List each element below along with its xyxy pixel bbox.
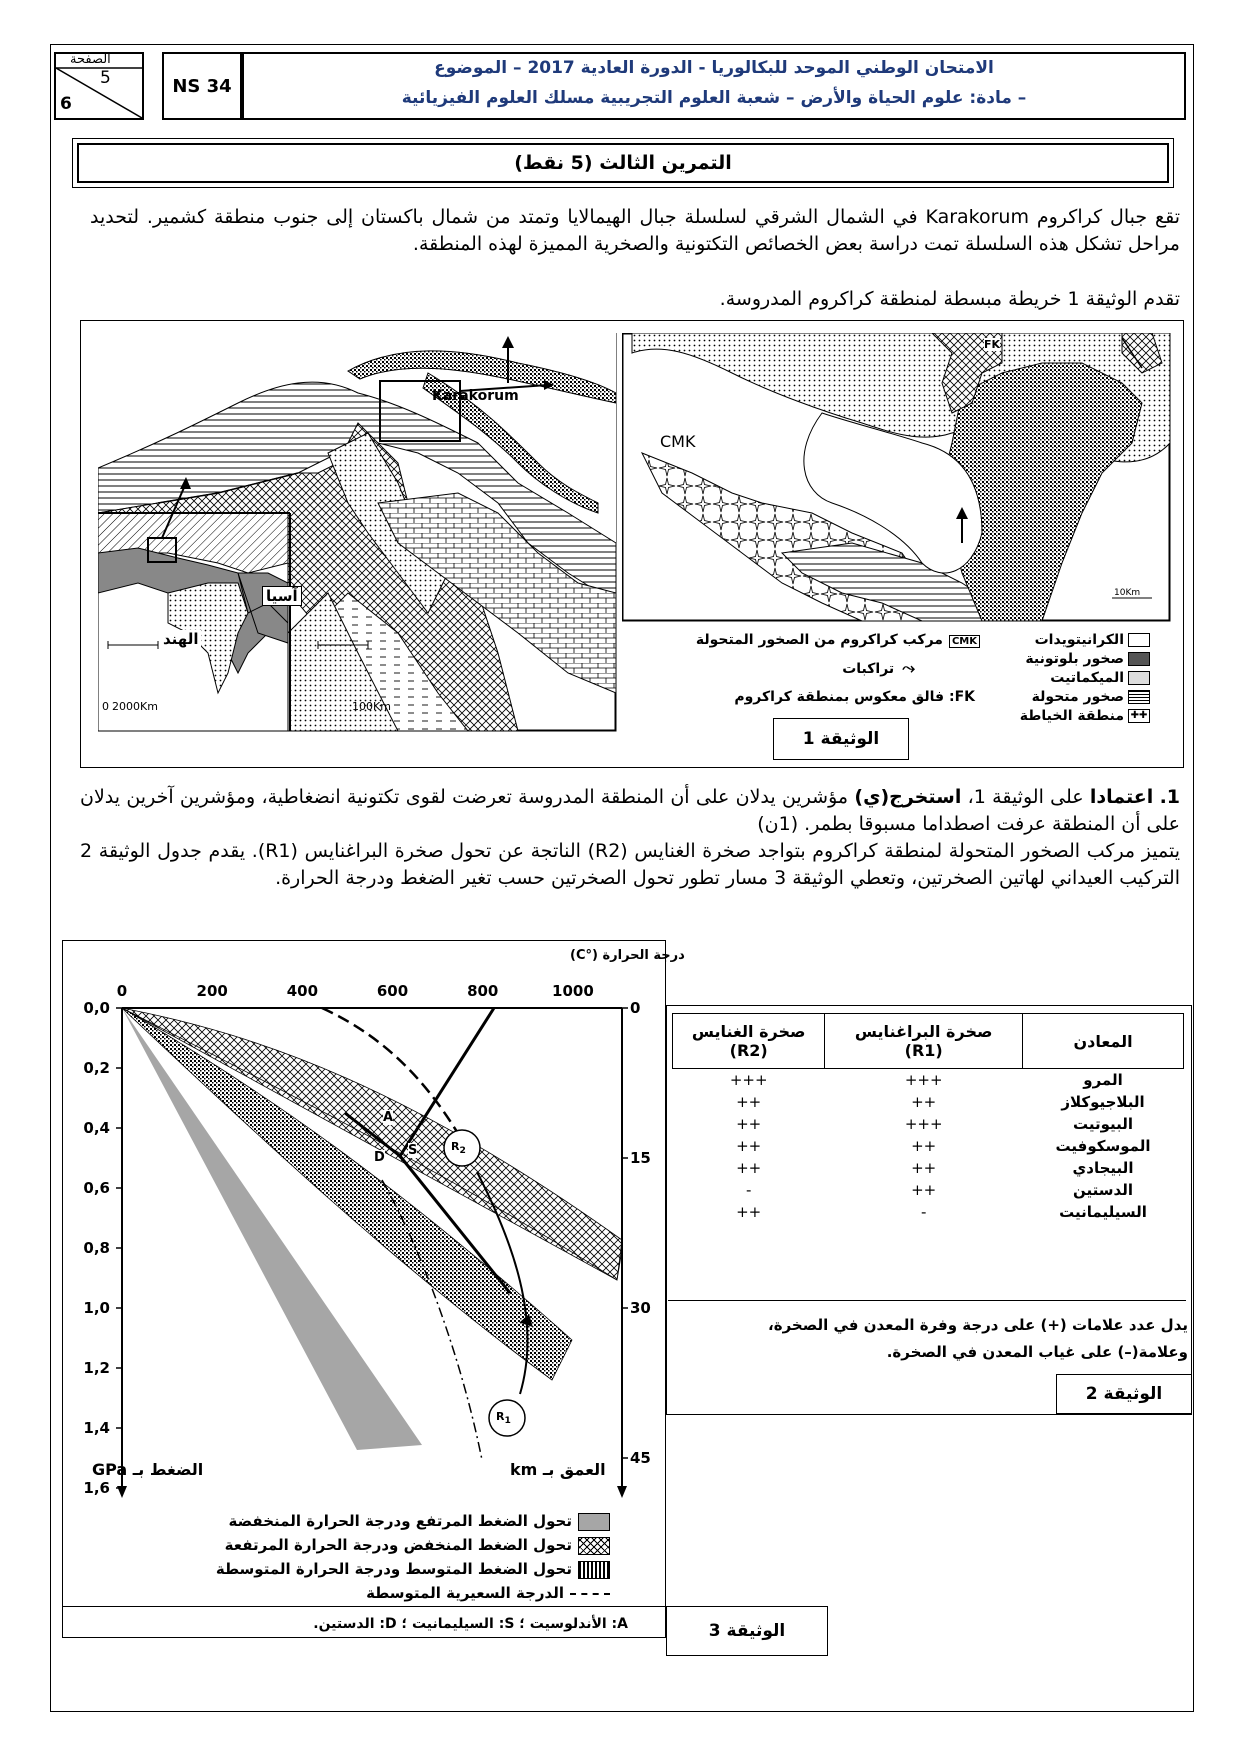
map-scale-zero: 0	[102, 700, 109, 713]
r2-cell: -	[745, 1181, 752, 1199]
legend-suture: ✚✚منطقة الخياطة	[1020, 708, 1150, 724]
map-scale-left: 2000Km	[112, 700, 158, 713]
exam-title-line1: الامتحان الوطني الموحد للبكالوريا - الدورة العادية 2017 – الموضوع	[434, 58, 994, 78]
mineral-cell: السيليمانيت	[1059, 1203, 1147, 1221]
question-1: 1. اعتمادا على الوثيقة 1، استخرج(ي) مؤشرين يدلان على أن المنطقة المدروسة تعرضت لقوى تكتونية انضغاطية، ومؤشرين آخرين يدلان على أن المنطقة عرفت اصطداما مسبوقا بطمر. (1ن)	[80, 786, 1181, 835]
legend-swatch-granitoids	[1128, 633, 1150, 647]
legend-geotherm: الدرجة السعيرية المتوسطة	[366, 1584, 610, 1602]
detail-label-cmk: CMK	[660, 432, 696, 451]
temperature-tick-label: 200	[196, 982, 228, 1000]
temperature-tick-label: 1000	[552, 982, 594, 1000]
intro-doc1-sentence: تقدم الوثيقة 1 خريطة مبسطة لمنطقة كراكروم المدروسة.	[719, 288, 1180, 310]
pressure-tick-label: 1,2	[83, 1359, 110, 1377]
question-1-num: 1.	[1159, 786, 1181, 808]
r1-cell: +++	[904, 1071, 943, 1089]
legend-swatch-plutonic	[1128, 652, 1150, 666]
exercise-title-box	[72, 138, 1174, 188]
karakorum-detail-map	[622, 333, 1172, 623]
col-header-mineral: المعادن	[1023, 1014, 1184, 1069]
col-header-r2: صخرة الغنايس (R2)	[673, 1014, 825, 1069]
legend-plutonic: صخور بلوتونية	[1025, 651, 1150, 667]
legend-mp-mt: تحول الضغط المتوسط ودرجة الحرارة المتوسطة	[216, 1560, 610, 1579]
page-label: الصفحة	[70, 52, 111, 67]
r2-label: $R_2$	[451, 1140, 466, 1157]
r2-cell: ++	[736, 1137, 762, 1155]
mineral-cell: الموسكوفيت	[1055, 1137, 1151, 1155]
table-row	[673, 1201, 1184, 1223]
pressure-tick-label: 0,0	[83, 999, 110, 1017]
depth-tick-label: 0	[630, 999, 641, 1017]
pressure-tick-label: 1,6	[83, 1479, 110, 1497]
table-row	[673, 1069, 1184, 1092]
intro-paragraph: تقع جبال كراكروم Karakorum في الشمال الشرقي لسلسلة جبال الهيمالايا وتمتد من شمال باكستان إلى جنوب منطقة كشمير. لتحديد مراحل تشكل هذه السلسلة تمت دراسة بعض الخصائص التكتونية والصخرية المميزة لهذه المنطقة.	[90, 206, 1180, 255]
map-scale-mid: 100Km	[352, 700, 391, 713]
legend-swatch-mp-mt	[578, 1561, 610, 1579]
r2-cell: ++	[736, 1093, 762, 1111]
doc2-note-2: وعلامة(–) على غياب المعدن في الصخرة.	[886, 1343, 1188, 1361]
depth-tick-label: 45	[630, 1449, 651, 1467]
r1-cell: ++	[911, 1093, 937, 1111]
pressure-tick-label: 0,4	[83, 1119, 110, 1137]
pressure-tick-label: 0,8	[83, 1239, 110, 1257]
mineral-cell: البلاجيوكلاز	[1061, 1093, 1145, 1111]
temperature-tick-label: 400	[286, 982, 319, 1000]
map-label-india: الهند	[160, 630, 201, 648]
table-row	[673, 1113, 1184, 1135]
legend-swatch-geotherm	[570, 1593, 610, 1595]
exam-title-line2: – مادة: علوم الحياة والأرض – شعبة العلوم التجريبية مسلك العلوم الفيزيائية	[401, 88, 1027, 108]
legend-swatch-metamorphic	[1128, 690, 1150, 704]
minerals-table	[672, 1013, 1184, 1223]
doc2-note-1: يدل عدد علامات (+) على درجة وفرة المعدن في الصخرة،	[768, 1316, 1188, 1334]
doc3-footnote: A: الأندلوسيت ؛ S: السيليمانيت ؛ D: الدستين.	[313, 1616, 628, 1632]
r2-cell: ++	[736, 1203, 762, 1221]
detail-label-fk: FK	[984, 338, 1001, 351]
r1-cell: +++	[904, 1115, 943, 1133]
exercise-title: التمرين الثالث (5 نقط)	[77, 143, 1169, 183]
col-header-r1: صخرة البراغنايس (R1)	[825, 1014, 1023, 1069]
document-3-label: الوثيقة 3	[666, 1606, 828, 1656]
temperature-axis-title: درجة الحرارة (°C)	[570, 948, 685, 963]
pressure-tick-label: 0,6	[83, 1179, 110, 1197]
legend-migmatite: الميكماتيت	[1050, 670, 1150, 686]
page-total: 6	[60, 94, 72, 114]
r2-cell: +++	[729, 1071, 768, 1089]
question-1-bold1: اعتمادا	[1089, 786, 1154, 808]
table-bottom-rule	[668, 1300, 1186, 1302]
table-row	[673, 1135, 1184, 1157]
mineral-cell: البيجادي	[1072, 1159, 1134, 1177]
mineral-cell: المرو	[1083, 1071, 1123, 1089]
pressure-tick-label: 1,0	[83, 1299, 110, 1317]
legend-thrust: ⤳تراكبات	[842, 658, 915, 677]
page-number-box	[54, 52, 144, 120]
r1-cell: -	[920, 1203, 927, 1221]
code-box	[162, 52, 242, 120]
karakorum-regional-map	[98, 333, 618, 733]
intro-docs-2-3: يتميز مركب الصخور المتحولة لمنطقة كراكروم بتواجد صخرة الغنايس (R2) الناتجة عن تحول صخرة البراغنايس (R1). يقدم جدول الوثيقة 2 التركيب العيداني لهاتين الصخرتين، وتعطي الوثيقة 3 مسار تطور تحول الصخرتين حسب تغير الضغط ودرجة الحرارة.	[80, 840, 1180, 889]
exam-title-box	[242, 52, 1186, 120]
table-row	[673, 1091, 1184, 1113]
r1-cell: ++	[911, 1181, 937, 1199]
label-s: S	[408, 1143, 418, 1158]
label-a: A	[383, 1110, 394, 1125]
question-1-bold2: استخرج(ي)	[854, 786, 962, 808]
r1-cell: ++	[911, 1159, 937, 1177]
page-num: 5	[100, 68, 111, 88]
temperature-tick-label: 600	[376, 982, 409, 1000]
map-label-asia: آسيا	[262, 586, 302, 606]
r1-cell: ++	[911, 1137, 937, 1155]
legend-lp-ht: تحول الضغط المنخفض ودرجة الحرارة المرتفعة	[225, 1536, 610, 1555]
temperature-tick-label: 800	[467, 982, 499, 1000]
legend-swatch-migmatite	[1128, 671, 1150, 685]
document-2-label: الوثيقة 2	[1056, 1374, 1192, 1414]
map-label-karakorum: Karakorum	[432, 388, 519, 404]
depth-tick-label: 30	[630, 1299, 651, 1317]
pressure-axis-title: الضغط بـ GPa	[92, 1460, 204, 1479]
legend-swatch-hp-lt	[578, 1513, 610, 1531]
depth-axis-title: العمق بـ km	[510, 1460, 606, 1479]
r2-cell: ++	[736, 1115, 762, 1133]
label-d: D	[374, 1150, 385, 1165]
legend-metamorphic: صخور متحولة	[1032, 689, 1150, 705]
table-row	[673, 1157, 1184, 1179]
r1-label: $R_1$	[496, 1410, 511, 1427]
detail-scale: 10Km	[1114, 588, 1141, 598]
temperature-tick-label: 0	[116, 982, 128, 1000]
minerals-table-body	[673, 1069, 1184, 1224]
document-1-label: الوثيقة 1	[773, 718, 909, 760]
table-row	[673, 1179, 1184, 1201]
depth-tick-label: 15	[630, 1149, 651, 1167]
pt-path-chart	[62, 940, 666, 1500]
legend-granitoids: الكرانيتويدات	[1035, 632, 1150, 648]
pressure-tick-label: 1,4	[83, 1419, 110, 1437]
legend-swatch-suture: ✚✚	[1128, 709, 1150, 723]
r2-cell: ++	[736, 1159, 762, 1177]
mineral-cell: الدستين	[1073, 1181, 1133, 1199]
legend-hp-lt: تحول الضغط المرتفع ودرجة الحرارة المنخفضة	[229, 1512, 610, 1531]
exam-code: NS 34	[172, 75, 232, 97]
legend-swatch-lp-ht	[578, 1537, 610, 1555]
legend-fk: FK: فالق معكوس بمنطقة كراكروم	[734, 689, 975, 705]
mineral-cell: البيوتيت	[1072, 1115, 1134, 1133]
pressure-tick-label: 0,2	[83, 1059, 110, 1077]
legend-cmk: CMKمركب كراكروم من الصخور المتحولة	[660, 632, 980, 648]
